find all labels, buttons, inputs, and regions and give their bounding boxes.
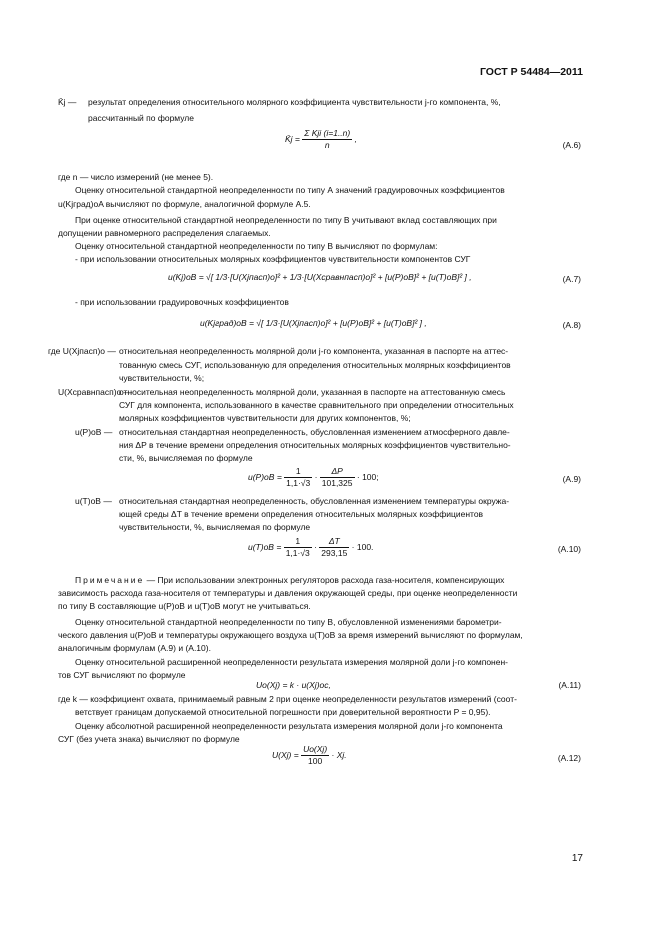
paragraph: где n — число измерений (не менее 5). [58,172,214,182]
eq-a12-label: (А.12) [557,753,581,763]
paragraph: - при использовании относительных молярных коэффициентов чувствительности компонентов СУГ [75,254,471,264]
eq-a12-lhs: U(Xj) = [272,749,299,760]
def-line: чувствительности, %; [119,373,205,383]
eq-a10-tail: · 100. [351,541,374,552]
paragraph: При оценке относительной стандартной неопределенности по типу В учитывают вклад составляющих при [75,215,497,225]
paragraph: - при использовании градуировочных коэффициентов [75,297,289,307]
equation-a8: u(Kjград)oB = √[ 1/3·[U(Xjпасп)o]² + [u(P)oB]² + [u(T)oB]² ] , [200,318,427,328]
eq-a9-f1n: 1 [284,466,312,478]
note-line: — При использовании электронных регуляторов расхода газа-носителя, компенсирующих [146,575,505,585]
equation-a6 [285,128,357,151]
def-term: u(T)oB — [75,496,112,506]
eq-a12-tail: · Xj. [331,749,347,760]
def-term: u(P)oB — [75,427,113,437]
eq-a12-num: Uo(Xj) [301,744,329,756]
eq-a6-den: n [324,140,330,151]
note-line: зависимость расхода газа-носителя от температуры и давления окружающей среды, при оценке неопределенности [58,588,518,598]
eq-a9-f1d: 1,1·√3 [286,478,311,489]
def-line: сти, %, вычисляемая по формуле [119,453,253,463]
paragraph: Оценку относительной стандартной неопределенности по типу А значений градуировочных коэффициентов [75,185,505,195]
eq-a10-f1d: 1,1·√3 [285,548,310,559]
page-number: 17 [571,853,583,864]
equation-a9: u(P)oB = $\frac{1}{1,1\cdot√3}$ · $\frac{\Delta P}{101,325}$ · 100; [248,466,379,489]
def-line: СУГ для компонента, использованного в качестве сравнительного при определении относительных [119,400,514,410]
eq-a12-den: 100 [308,756,323,767]
eq-a9-f2n: ΔP [320,466,355,478]
note-line: по типу В составляющие u(P)oB и u(T)oB могут не учитываться. [58,601,311,611]
paragraph: ческого давления u(P)oB и температуры окружающего воздуха u(T)oB за время измерений вычисляют по формулам, [58,630,523,640]
eq-a10-f2n: ΔT [319,536,349,548]
def-line: тованную смесь СУГ, использованную для определения относительных молярных коэффициентов [119,360,511,370]
document-header: ГОСТ Р 54484—2011 [479,66,583,78]
paragraph: СУГ (без учета знака) вычисляют по формуле [58,734,240,744]
paragraph: где k — коэффициент охвата, принимаемый равным 2 при оценке неопределенности результатов измерений (соот- [58,694,517,704]
eq-a10-f1n: 1 [284,536,312,548]
eq-a8-label: (А.8) [562,320,581,330]
def-term: U(Xсравнпасп)o — [58,387,133,397]
def-line: относительная стандартная неопределенность, обусловленная изменением температуры окружа- [119,496,510,506]
def-line: ния ΔP в течение времени определения относительных молярных коэффициентов чувствительно- [119,440,511,450]
paragraph: аналогичным формулам (А.9) и (А.10). [58,643,211,653]
paragraph: допущении равномерного распределения слагаемых. [58,228,271,238]
def-line: ющей среды ΔT в течение времени определения относительных молярных коэффициентов [119,509,484,519]
def-term: где U(Xjпасп)o — [48,346,116,356]
eq-a6-tail: , [354,133,357,144]
eq-a9-tail: · 100; [356,471,379,482]
eq-a10-label: (А.10) [557,544,581,554]
equation-a10: u(T)oB = $\frac{1}{1,1\cdot√3}$ · $\frac{\Delta T}{293,15}$ · 100. [248,536,374,559]
eq-a6-label: (А.6) [562,140,581,150]
eq-a9-label: (А.9) [562,474,581,484]
def-line: относительная стандартная неопределенность, обусловленная изменением атмосферного давле- [119,427,510,437]
def-line: относительная неопределенность молярной доли j-го компонента, указанная в паспорте на аттес- [119,346,509,356]
def-kj-term: K̄j — [58,97,77,107]
def-line: молярных коэффициентов чувствительности для других компонентов, %; [119,413,411,423]
paragraph: Оценку относительной расширенной неопределенности результата измерения молярной доли j-го компонен- [75,657,508,667]
eq-a7-label: (А.7) [562,274,581,284]
equation-a11: Uo(Xj) = k · u(Xj)oc, [256,680,331,690]
equation-a12 [272,744,347,767]
paragraph: u(Kjград)oA вычисляют по формуле, аналогичной формуле А.5. [58,199,311,209]
eq-a11-label: (А.11) [558,680,581,690]
paragraph: Оценку абсолютной расширенной неопределенности результата измерения молярной доли j-го компонента [75,721,503,731]
def-line: относительная неопределенность молярной доли, указанная в паспорте на аттестованную смесь [119,387,506,397]
equation-a7: u(Kj)oB = √[ 1/3·[U(Xjпасп)o]² + 1/3·[U(Xсравнпасп)o]² + [u(P)oB]² + [u(T)oB]² ] , [168,272,472,282]
def-kj-text2: рассчитанный по формуле [88,113,194,123]
def-kj-text: результат определения относительного молярного коэффициента чувствительности j-го компонента, %, [88,97,501,107]
paragraph: Оценку относительной стандартной неопределенности по типу В, обусловленной изменениями барометри- [75,617,502,627]
eq-a6-lhs: K̄j = [285,133,300,144]
paragraph: тов СУГ вычисляют по формуле [58,670,186,680]
eq-a10-lhs: u(T)oB = [248,541,282,552]
def-line: чувствительности, %, вычисляемая по формуле [119,522,311,532]
paragraph: Оценку относительной стандартной неопределенности по типу В вычисляют по формулам: [75,241,438,251]
eq-a6-num: Σ Kji (i=1..n) [302,128,352,140]
eq-a9-lhs: u(P)oB = [248,471,282,482]
paragraph: ветствует границам допускаемой относительной погрешности при доверительной вероятности P = 0,95). [75,707,491,717]
eq-a9-f2d: 101,325 [321,478,353,489]
note [75,575,504,586]
eq-a10-f2d: 293,15 [321,548,348,559]
note-lead: Примечание [75,575,145,585]
